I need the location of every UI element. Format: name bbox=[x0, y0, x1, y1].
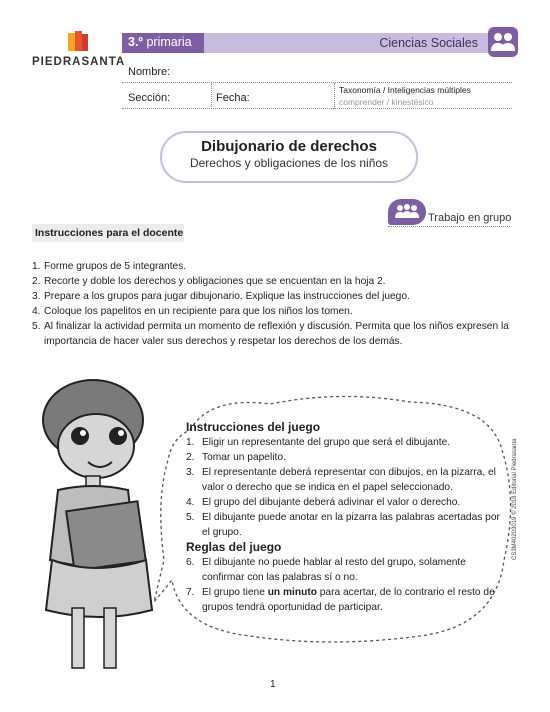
section-label: Sección: bbox=[128, 92, 171, 104]
game-rules-heading: Reglas del juego bbox=[186, 540, 282, 554]
list-item: 1. Eligir un representante del grupo que será el dibujante. bbox=[186, 437, 451, 448]
list-item: 5. El dibujante puede anotar en la pizarra las palabras acertadas por el grupo. bbox=[186, 512, 500, 538]
teacher-instructions-heading: Instrucciones para el docente bbox=[32, 224, 184, 242]
work-mode-underline bbox=[388, 226, 510, 227]
piedrasanta-logo-icon bbox=[66, 31, 90, 53]
date-label: Fecha: bbox=[216, 92, 250, 104]
name-label: Nombre: bbox=[128, 66, 171, 78]
activity-title: Dibujonario de derechos bbox=[201, 138, 377, 155]
work-mode-label: Trabajo en grupo bbox=[428, 212, 512, 224]
name-line bbox=[122, 82, 512, 83]
list-item: 2. Recorte y doble los derechos y obligaciones que se encuentan en la hoja 2. bbox=[32, 276, 386, 287]
list-item: 4. El grupo del dibujante deberá adivinar el valor o derecho. bbox=[186, 497, 461, 508]
list-item: 6. El dibujante no puede hablar al resto del grupo, solamente confirmar con las palabras sí o no. bbox=[186, 557, 466, 583]
teacher-instructions-list bbox=[32, 259, 512, 349]
list-item: 5. Al finalizar la actividad permita un momento de reflexión y discusión. Permita que los niños expresen la importancia de hacer valer sus derechos y respetar los derechos de los demás. bbox=[32, 321, 509, 347]
taxonomy-values: comprender / kinestésico bbox=[339, 97, 434, 107]
list-item: 3. El representante deberá representar con dibujos, en la pizarra, el valor o derecho que se indica en el papel seleccionado. bbox=[186, 467, 496, 493]
subject-label: Ciencias Sociales bbox=[379, 36, 478, 50]
game-instructions bbox=[186, 420, 506, 615]
list-item: 7. El grupo tiene un minuto para acertar, de lo contrario el resto de grupos tendrá oportunidad de participar. bbox=[186, 587, 495, 613]
activity-subtitle: Derechos y obligaciones de los niños bbox=[189, 156, 389, 170]
list-item: 1. Forme grupos de 5 integrantes. bbox=[32, 261, 187, 272]
group-work-icon bbox=[388, 199, 426, 225]
taxonomy-label: Taxonomía / Inteligencias múltiples bbox=[339, 85, 471, 95]
copyright-text: CS3M40203019 © 2018 Editorial Piedrasanta bbox=[512, 438, 518, 560]
game-instructions-heading: Instrucciones del juego bbox=[186, 420, 321, 434]
girl-illustration bbox=[18, 378, 158, 678]
page-number: 1 bbox=[270, 679, 276, 690]
group-icon bbox=[488, 27, 518, 57]
list-item: 2. Tomar un papelito. bbox=[186, 452, 286, 463]
list-item: 4. Coloque los papelitos en un recipiente para que los niños los tomen. bbox=[32, 306, 353, 317]
brand-logo-text: PIEDRASANTA bbox=[32, 56, 126, 68]
section-line bbox=[122, 108, 512, 109]
field-divider bbox=[334, 83, 335, 109]
list-item: 3. Prepare a los grupos para jugar dibujonario. Explique las instrucciones del juego. bbox=[32, 291, 410, 302]
field-divider bbox=[211, 83, 212, 109]
grade-label: 3.º primaria bbox=[128, 35, 192, 49]
activity-title-box bbox=[160, 131, 418, 183]
